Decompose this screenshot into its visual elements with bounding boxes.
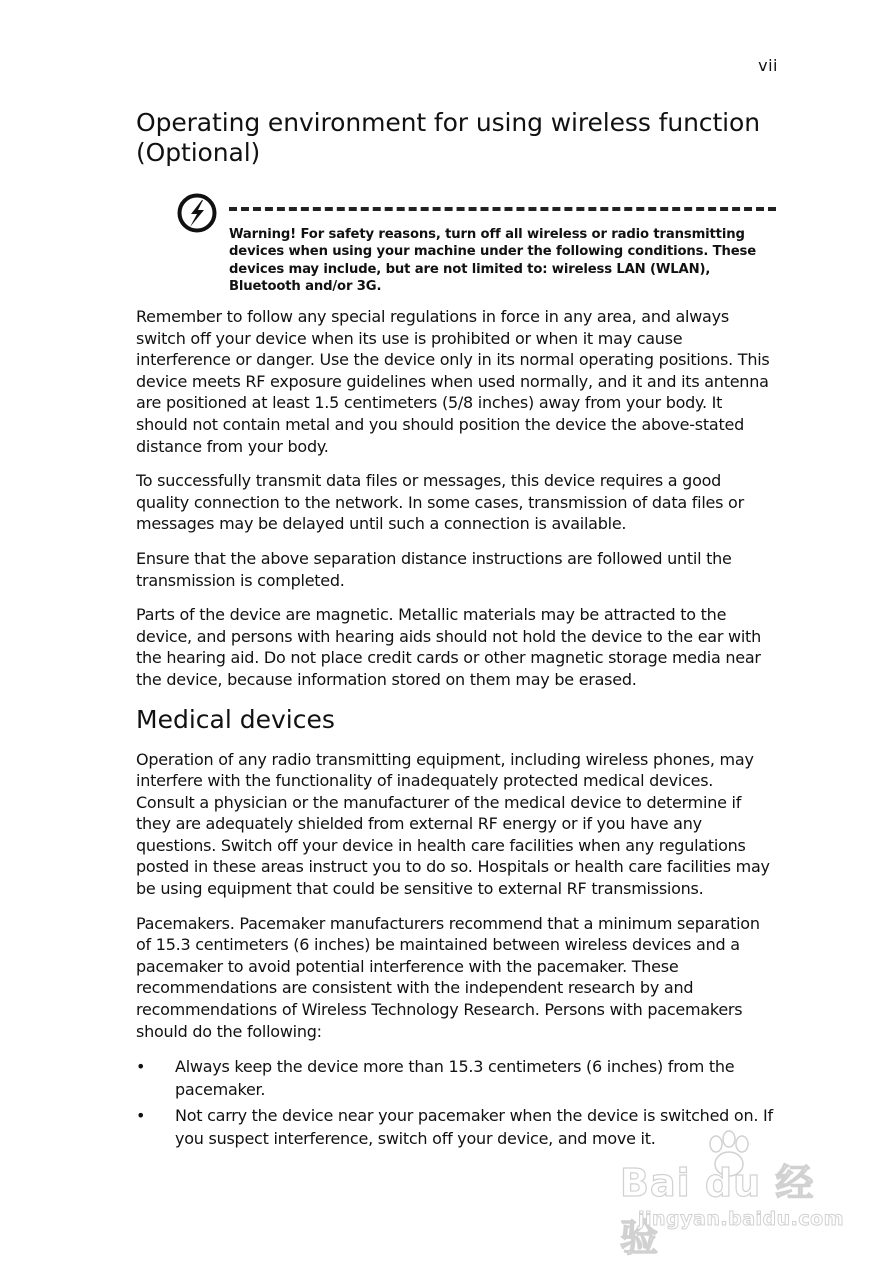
- paragraph: Parts of the device are magnetic. Metallic materials may be attracted to the device, and persons with hearing aids should not hold the device to the ear with the hearing aid. Do not place credit cards or other magnetic storage media near the device, because information stored on them may be erased.: [136, 605, 761, 689]
- warning-text: Warning! For safety reasons, turn off all wireless or radio transmitting devices when using your machine under the following conditions. These devices may include, but are not limited to: wireless LAN (WLAN), Bluetooth and/or 3G.: [229, 227, 757, 294]
- warning-callout: [136, 190, 776, 302]
- lightning-warning-icon: [176, 192, 218, 234]
- bullet-icon: •: [136, 1057, 146, 1077]
- section-title-operating-environment: Operating environment for using wireless function (Optional): [136, 108, 760, 167]
- baidu-jingyan-watermark: [620, 1130, 844, 1260]
- paragraph: Pacemakers. Pacemaker manufacturers recommend that a minimum separation of 15.3 centimeters (6 inches) be maintained between wireless devices and a pacemaker to avoid potential interference with the pacemaker. These recommendations are consistent with the independent research by and recommendations of Wireless Technology Research. Persons with pacemakers should do the following:: [136, 913, 760, 1041]
- page-number: vii: [758, 56, 778, 75]
- section-title-medical-devices: Medical devices: [136, 704, 335, 734]
- paragraph: Operation of any radio transmitting equipment, including wireless phones, may interfere with the functionality of inadequately protected medical devices. Consult a physician or the manufacturer of the medical device to determine if they are adequately shielded from external RF energy or if you have any questions. Switch off your device in health care facilities when any regulations posted in these areas instruct you to do so. Hospitals or health care facilities may be using equipment that could be sensitive to external RF transmissions.: [136, 749, 770, 899]
- warning-dashed-rule: [229, 207, 776, 211]
- document-body: [136, 108, 776, 1153]
- watermark-logo: Bai du 经验: [620, 1161, 815, 1260]
- list-item-text: Not carry the device near your pacemaker when the device is switched on. If you suspect interference, switch off your device, and move it.: [175, 1106, 773, 1149]
- paragraph: To successfully transmit data files or messages, this device requires a good quality connection to the network. In some cases, transmission of data files or messages may be delayed until such a connection is available.: [136, 471, 744, 534]
- list-item-text: Always keep the device more than 15.3 centimeters (6 inches) from the pacemaker.: [175, 1057, 735, 1100]
- paragraph: Remember to follow any special regulations in force in any area, and always switch off your device when its use is prohibited or when it may cause interference or danger. Use the device only in its normal operating positions. This device meets RF exposure guidelines when used normally, and it and its antenna are positioned at least 1.5 centimeters (5/8 inches) away from your body. It should not contain metal and you should position the device the above-stated distance from your body.: [136, 307, 770, 456]
- bullet-icon: •: [136, 1106, 146, 1126]
- list-item: [136, 1055, 776, 1101]
- watermark-url: jingyan.baidu.com: [638, 1208, 844, 1230]
- paragraph: Ensure that the above separation distance instructions are followed until the transmission is completed.: [136, 548, 732, 590]
